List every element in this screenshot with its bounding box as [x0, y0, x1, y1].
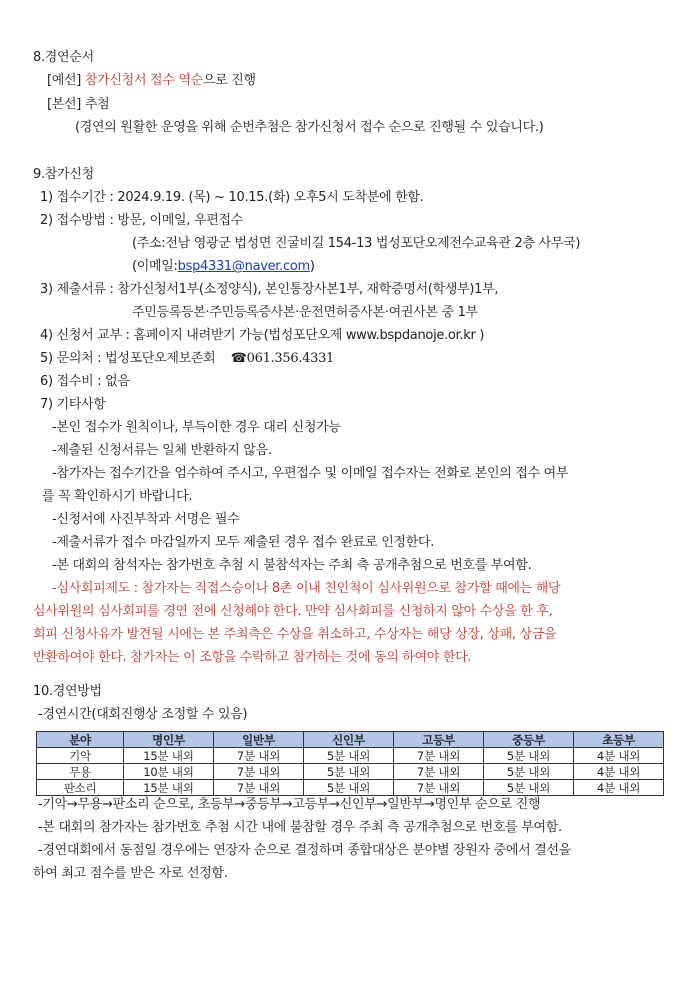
table-cell: 7분 내외 — [394, 748, 484, 764]
table-cell: 4분 내외 — [574, 748, 664, 764]
table-cell: 4분 내외 — [574, 764, 664, 780]
table-cell: 5분 내외 — [484, 748, 574, 764]
misc-note: -신청서에 사진부착과 서명은 필수 — [52, 512, 240, 527]
table-cell: 5분 내외 — [484, 780, 574, 796]
method-note: -경연대회에서 동점일 경우에는 연장자 순으로 결정하며 종합대상은 분야별 장원자 중에서 결선을 — [38, 843, 572, 858]
section-8-note: (경연의 원활한 운영을 위해 순번추첨은 참가신청서 접수 순으로 진행될 수 있습니다.) — [75, 120, 544, 135]
prelim-line — [47, 72, 256, 89]
table-cell: 5분 내외 — [304, 764, 394, 780]
prelim-highlight: 참가신청서 접수 역순 — [84, 73, 203, 88]
table-cell: 7분 내외 — [214, 748, 304, 764]
header-general: 일반부 — [214, 732, 304, 748]
misc-note-cont: 를 꼭 확인하시기 바랍니다. — [42, 489, 193, 504]
recusal-rule: -심사회피제도 : 참가자는 직접스승이나 8촌 이내 친인척이 심사위원으로 참가할 때에는 해당 — [52, 581, 561, 596]
contact-label: 5) 문의처 : 법성포단오제보존회 — [40, 351, 216, 366]
misc-note: -본 대회의 참석자는 참가번호 추첨 시 불참석자는 주최 측 공개추첨으로 번호를 부여함. — [52, 558, 532, 573]
table-cell: 5분 내외 — [304, 748, 394, 764]
form-download: 4) 신청서 교부 : 홈페이지 내려받기 가능(법성포단오제 www.bspdanoje.or.kr ) — [40, 328, 485, 343]
required-documents: 3) 제출서류 : 참가신청서1부(소정양식), 본인통장사본1부, 재학증명서(학생부)1부, — [40, 282, 499, 297]
table-cell: 7분 내외 — [394, 764, 484, 780]
misc-note: -제출된 신청서류는 일체 반환하지 않음. — [52, 443, 272, 458]
table-cell: 4분 내외 — [574, 780, 664, 796]
recusal-rule-cont: 반환하여야 한다. 참가자는 이 조항을 수락하고 참가하는 것에 동의 하여야 한다. — [33, 650, 472, 665]
header-high-school: 고등부 — [394, 732, 484, 748]
table-cell: 15분 내외 — [124, 748, 214, 764]
table-cell: 7분 내외 — [214, 780, 304, 796]
table-header-row — [37, 732, 664, 748]
table-row — [37, 780, 664, 796]
performance-time-table — [36, 731, 664, 796]
reception-email-line — [132, 258, 315, 275]
recusal-rule-cont: 심사위원의 심사회피를 경연 전에 신청해야 한다. 만약 심사회피를 신청하지 않아 수상을 한 후, — [33, 604, 553, 619]
section-9-title: 9.참가신청 — [33, 167, 94, 182]
email-link[interactable]: bsp4331@naver.com — [177, 259, 310, 274]
table-cell: 판소리 — [37, 780, 124, 796]
table-row — [37, 764, 664, 780]
section-10-title: 10.경연방법 — [33, 684, 102, 699]
table-cell: 10분 내외 — [124, 764, 214, 780]
table-cell: 7분 내외 — [394, 780, 484, 796]
email-prefix: (이메일: — [132, 259, 178, 274]
method-note: -기악→무용→판소리 순으로, 초등부→중등부→고등부→신인부→일반부→명인부 순으로 진행 — [38, 797, 541, 812]
email-suffix: ) — [309, 259, 315, 274]
contact-line — [40, 350, 334, 367]
recusal-rule-cont: 회피 신청사유가 발견될 시에는 본 주최측은 수상을 취소하고, 수상자는 해당 상장, 상패, 상금을 — [33, 627, 557, 642]
misc-title: 7) 기타사항 — [40, 397, 106, 412]
table-row — [37, 748, 664, 764]
section-10-subtitle: -경연시간(대회진행상 조정할 수 있음) — [38, 707, 248, 722]
final-label: [본선] — [47, 97, 82, 112]
table-cell: 5분 내외 — [484, 764, 574, 780]
table-cell: 무용 — [37, 764, 124, 780]
misc-note: -본인 접수가 원칙이나, 부득이한 경우 대리 신청가능 — [52, 420, 341, 435]
final-line — [47, 96, 109, 113]
method-note: -본 대회의 참가자는 참가번호 추첨 시간 내에 불참할 경우 주최 측 공개추첨으로 번호를 부여함. — [38, 820, 562, 835]
misc-note: -참가자는 접수기간을 엄수하여 주시고, 우편접수 및 이메일 접수자는 전화로 본인의 접수 여부 — [52, 466, 569, 481]
table-cell: 15분 내외 — [124, 780, 214, 796]
header-master: 명인부 — [124, 732, 214, 748]
method-note-cont: 하여 최고 점수를 받은 자로 선정함. — [33, 866, 228, 881]
fee-line: 6) 접수비 : 없음 — [40, 374, 130, 389]
reception-period: 1) 접수기간 : 2024.9.19. (목) ~ 10.15.(화) 오후5시 도착분에 한함. — [40, 190, 424, 205]
header-elementary: 초등부 — [574, 732, 664, 748]
table-cell: 5분 내외 — [304, 780, 394, 796]
reception-method: 2) 접수방법 : 방문, 이메일, 우편접수 — [40, 213, 244, 228]
header-middle-school: 중등부 — [484, 732, 574, 748]
misc-note: -제출서류가 접수 마감일까지 모두 제출된 경우 접수 완료로 인정한다. — [52, 535, 435, 550]
header-newcomer: 신인부 — [304, 732, 394, 748]
prelim-label: [예선] — [47, 73, 82, 88]
required-documents-cont: 주민등록등본·주민등록증사본·운전면허증사본·여권사본 중 1부 — [132, 305, 478, 320]
prelim-rest: 으로 진행 — [202, 73, 256, 88]
header-category: 분야 — [37, 732, 124, 748]
section-8-title: 8.경연순서 — [33, 50, 94, 65]
reception-address: (주소:전남 영광군 법성면 진굴비길 154-13 법성포단오제전수교육관 2층 사무국) — [132, 236, 581, 251]
final-text: 추첨 — [84, 97, 110, 112]
table-cell: 7분 내외 — [214, 764, 304, 780]
table-cell: 기악 — [37, 748, 124, 764]
phone-number: ☎061.356.4331 — [230, 351, 335, 366]
